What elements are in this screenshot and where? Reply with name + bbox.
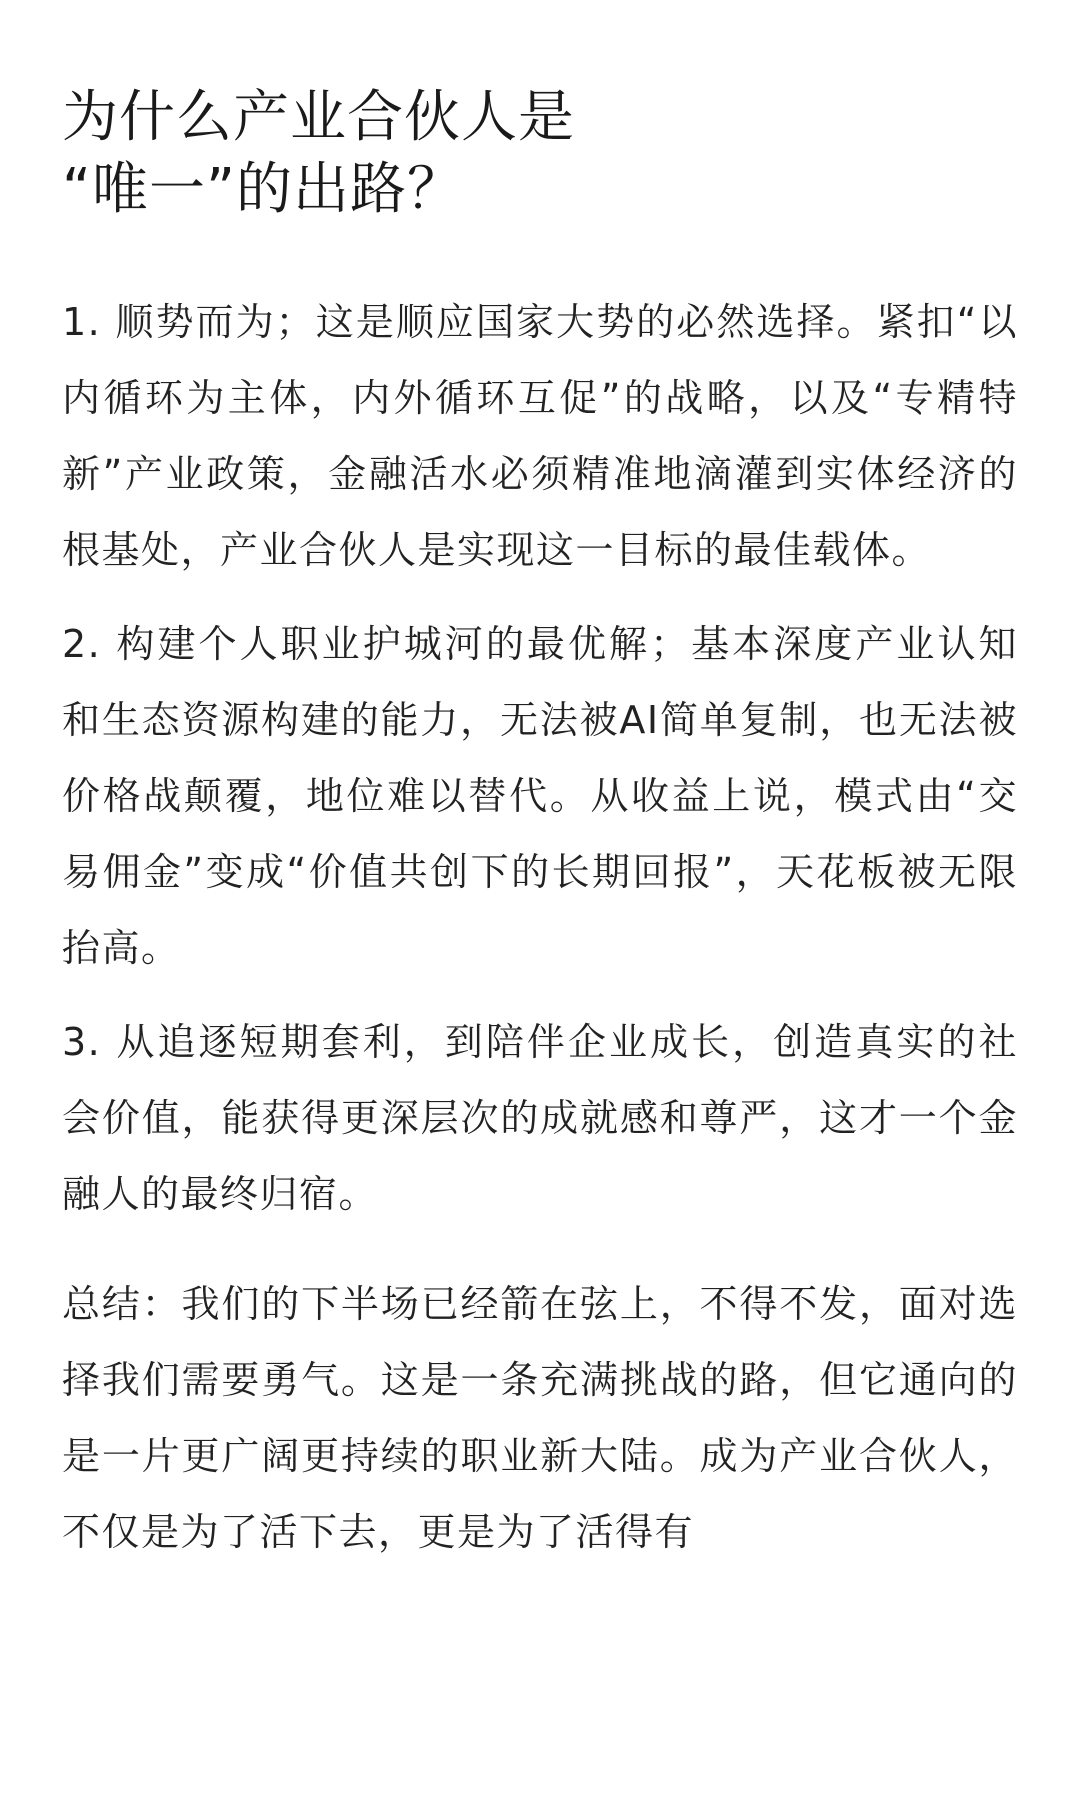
article-title [62, 0, 1018, 226]
paragraph-point-1: 1. 顺势而为；这是顺应国家大势的必然选择。紧扣“以内循环为主体，内外循环互促”的战略，以及“专精特新”产业政策，金融活水必须精准地滴灌到实体经济的根基处，产业合伙人是实现这一目标的最佳载体。 [62, 300, 1018, 572]
article-title-line-1: 为什么产业合伙人是 [62, 85, 575, 150]
paragraph-point-3: 3. 从追逐短期套利，到陪伴企业成长，创造真实的社会价值，能获得更深层次的成就感和尊严，这才一个金融人的最终归宿。 [62, 1020, 1018, 1216]
article-title-line-2: “唯一”的出路？ [62, 157, 465, 222]
article-body [62, 284, 1018, 1570]
paragraph-point-2: 2. 构建个人职业护城河的最优解；基本深度产业认知和生态资源构建的能力，无法被AI简单复制，也无法被价格战颠覆，地位难以替代。从收益上说，模式由“交易佣金”变成“价值共创下的长期回报”，天花板被无限抬高。 [62, 622, 1018, 970]
paragraph-summary: 总结：我们的下半场已经箭在弦上，不得不发，面对选择我们需要勇气。这是一条充满挑战的路，但它通向的是一片更广阔更持续的职业新大陆。成为产业合伙人，不仅是为了活下去，更是为了活得有 [62, 1282, 1018, 1554]
